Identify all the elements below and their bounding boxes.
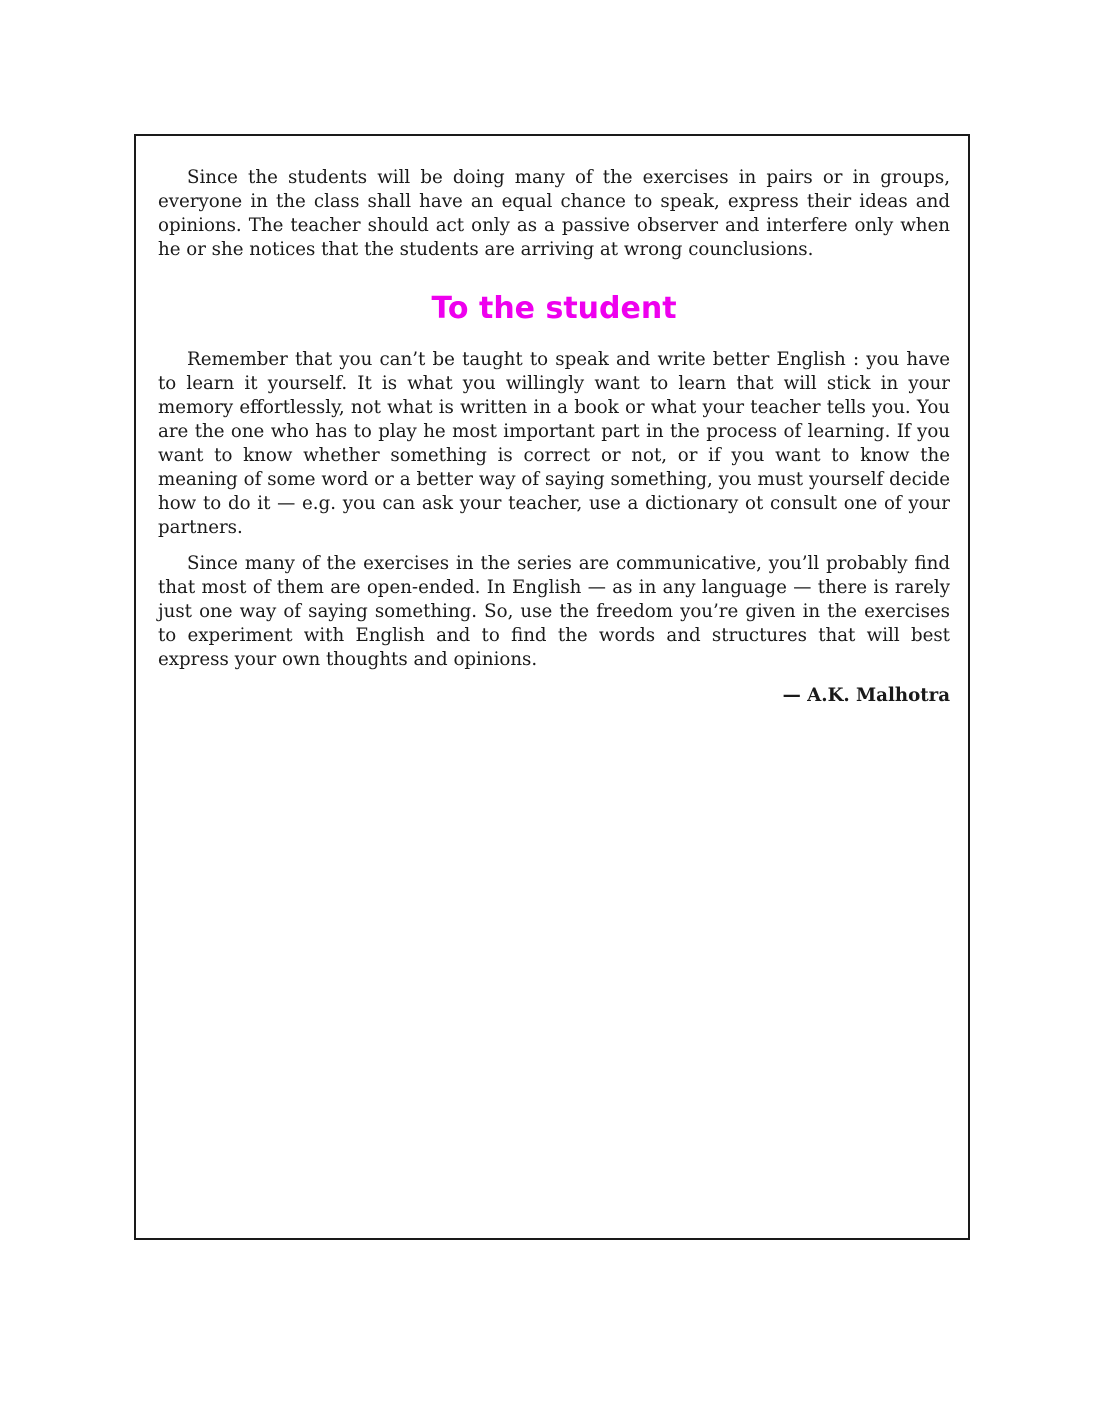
- author-signature: — A.K. Malhotra: [782, 685, 950, 706]
- intro-paragraph: Since the students will be doing many of the exercises in pairs or in groups, everyone in the class shall have an equal chance to speak, express their ideas and opinions. The teacher should act only as a passive observer and interfere only when he or she notices that the students are arriving at wrong counclusions.: [158, 167, 950, 260]
- student-paragraph-1: Remember that you can’t be taught to speak and write better English : you have to learn it yourself. It is what you willingly want to learn that will stick in your memory effortlessly, not what is written in a book or what your teacher tells you. You are the one who has to play he most important part in the process of learning. If you want to know whether something is correct or not, or if you want to know the meaning of some word or a better way of saying something, you must yourself decide how to do it — e.g. you can ask your teacher, use a dictionary ot consult one of your partners.: [158, 349, 950, 538]
- page-content: [158, 166, 950, 708]
- student-paragraph-2: Since many of the exercises in the series are communicative, you’ll probably find that most of them are open-ended. In English — as in any language — there is rarely just one way of saying something. So, use the freedom you’re given in the exercises to experiment with English and to find the words and structures that will best express your own thoughts and opinions.: [158, 553, 950, 670]
- section-heading-to-the-student: To the student: [431, 291, 677, 326]
